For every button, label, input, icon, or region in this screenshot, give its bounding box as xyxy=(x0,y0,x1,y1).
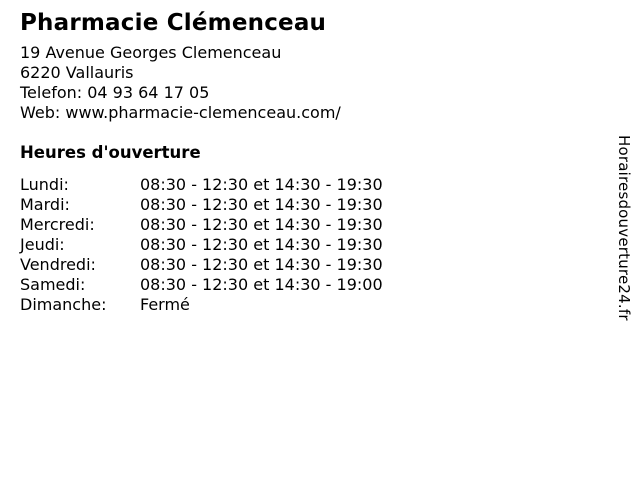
web-line xyxy=(20,103,590,123)
hours-row-tuesday xyxy=(20,195,590,215)
times-value: 08:30 - 12:30 et 14:30 - 19:30 xyxy=(140,235,383,254)
times-value: 08:30 - 12:30 et 14:30 - 19:30 xyxy=(140,195,383,214)
page-title: Pharmacie Clémenceau xyxy=(20,10,327,36)
hours-table xyxy=(20,175,590,315)
day-label: Jeudi: xyxy=(20,235,65,254)
day-label: Mardi: xyxy=(20,195,70,214)
times-value: Fermé xyxy=(140,295,190,314)
day-label: Vendredi: xyxy=(20,255,96,274)
contact-block xyxy=(20,43,590,123)
watermark-site-name: Horairesdouverture24.fr xyxy=(615,135,633,321)
times-value: 08:30 - 12:30 et 14:30 - 19:00 xyxy=(140,275,383,294)
address-line-2: 6220 Vallauris xyxy=(20,63,134,82)
hours-row-monday xyxy=(20,175,590,195)
main-content xyxy=(20,0,590,315)
hours-row-saturday xyxy=(20,275,590,295)
phone-label: Telefon: xyxy=(20,83,83,102)
phone-value: 04 93 64 17 05 xyxy=(87,83,210,102)
web-label: Web: xyxy=(20,103,61,122)
day-label: Samedi: xyxy=(20,275,86,294)
day-label: Dimanche: xyxy=(20,295,107,314)
times-value: 08:30 - 12:30 et 14:30 - 19:30 xyxy=(140,175,383,194)
hours-row-friday xyxy=(20,255,590,275)
day-label: Lundi: xyxy=(20,175,69,194)
hours-row-sunday xyxy=(20,295,590,315)
phone-line xyxy=(20,83,590,103)
web-url[interactable]: www.pharmacie-clemenceau.com/ xyxy=(65,103,341,122)
hours-heading: Heures d'ouverture xyxy=(20,143,201,162)
times-value: 08:30 - 12:30 et 14:30 - 19:30 xyxy=(140,255,383,274)
day-label: Mercredi: xyxy=(20,215,95,234)
times-value: 08:30 - 12:30 et 14:30 - 19:30 xyxy=(140,215,383,234)
hours-row-thursday xyxy=(20,235,590,255)
hours-row-wednesday xyxy=(20,215,590,235)
address-line-1: 19 Avenue Georges Clemenceau xyxy=(20,43,282,62)
